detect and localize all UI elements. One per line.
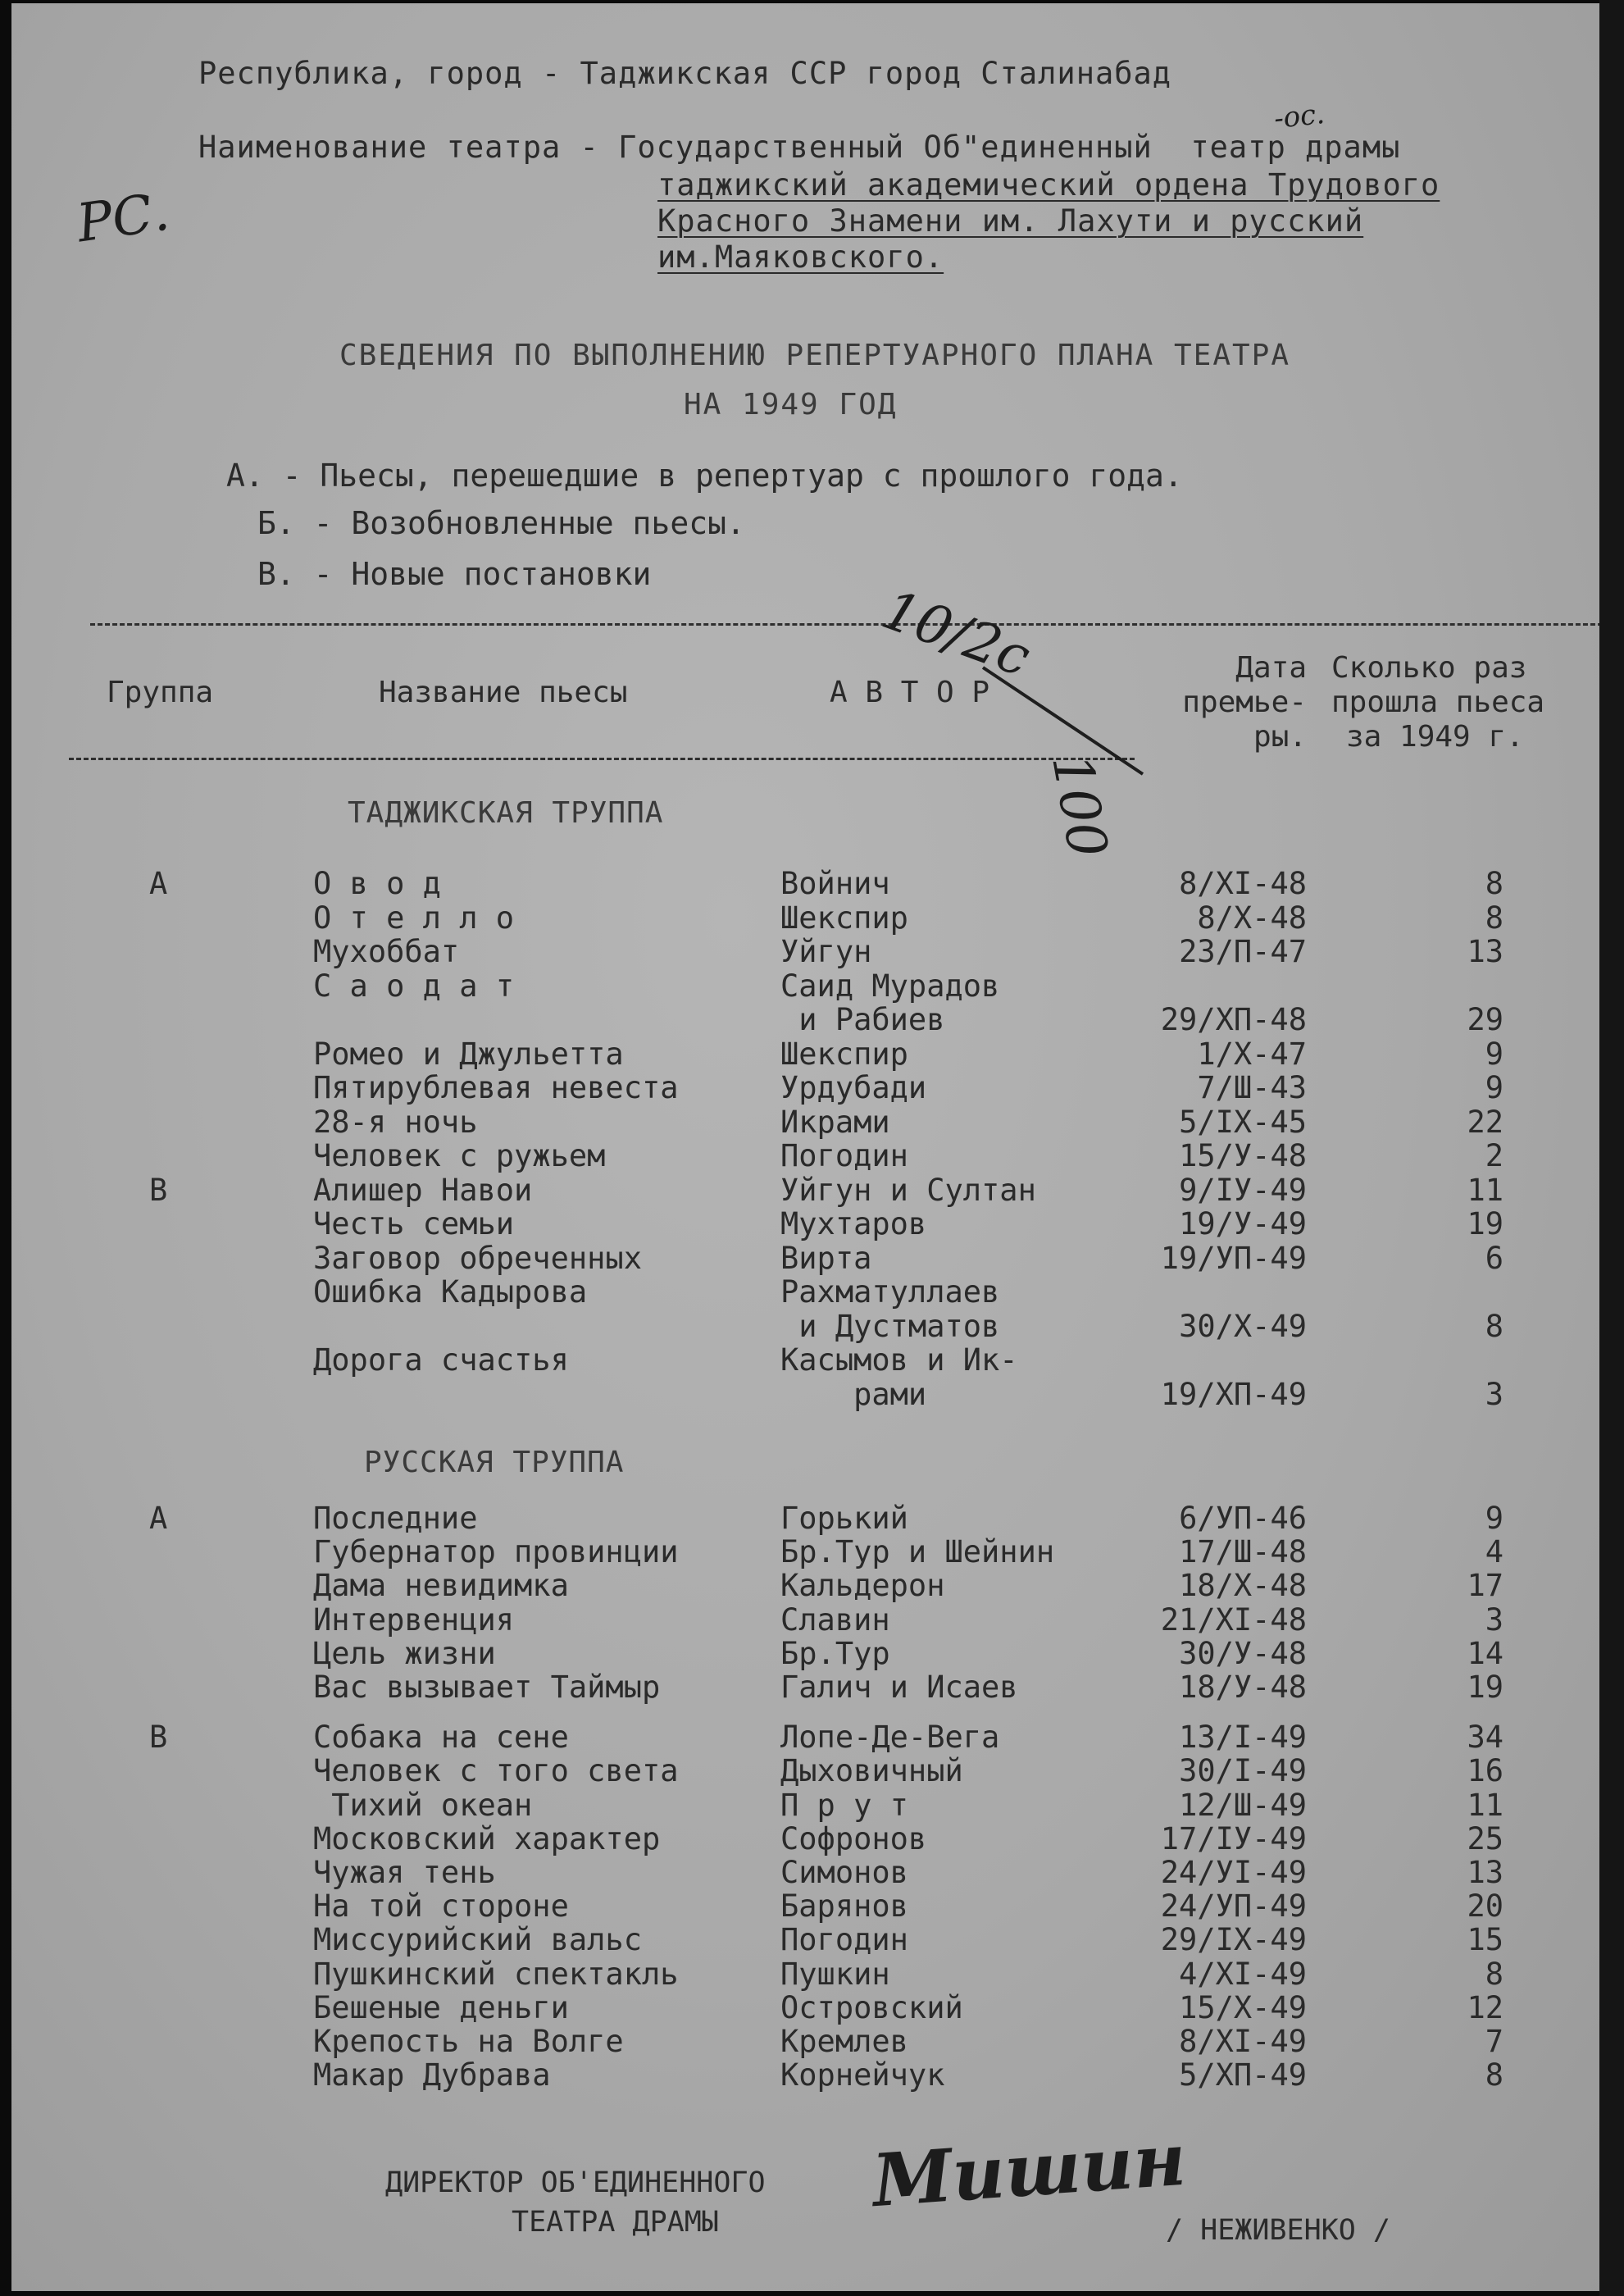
play-cell: Заговор обреченных bbox=[313, 1240, 642, 1276]
play-cell: Интервенция bbox=[313, 1601, 515, 1638]
table-row bbox=[11, 1890, 1610, 1923]
count-cell: 19 bbox=[1467, 1670, 1503, 1705]
group-cell: В bbox=[149, 1172, 168, 1208]
date-cell: 7/Ш-43 bbox=[1197, 1070, 1307, 1105]
author-cell: Шекспир bbox=[780, 1036, 908, 1072]
author-cell: Уйгун bbox=[780, 934, 872, 969]
author-cell: Горький bbox=[780, 1501, 908, 1536]
count-cell: 8 bbox=[1485, 1956, 1503, 1992]
author-cell: Корнейчук bbox=[780, 2057, 945, 2093]
margin-handwritten-note: РС. bbox=[73, 181, 173, 255]
table-row bbox=[11, 1242, 1610, 1275]
table-row bbox=[11, 2025, 1610, 2058]
column-header-count-1: Сколько раз bbox=[1331, 651, 1527, 685]
legend-item-a: А. - Пьесы, перешедшие в репертуар с прошлого года. bbox=[226, 458, 1183, 494]
header-line-theatre-2: таджикский академический ордена Трудового bbox=[657, 167, 1440, 203]
play-cell: На той стороне bbox=[313, 1888, 569, 1925]
count-cell: 13 bbox=[1467, 934, 1503, 969]
legend-item-b: Б. - Возобновленные пьесы. bbox=[257, 505, 745, 541]
play-cell: Миссурийский вальс bbox=[313, 1922, 642, 1958]
table-row bbox=[11, 1276, 1610, 1309]
date-cell: 19/ХП-49 bbox=[1160, 1376, 1307, 1412]
author-cell: Саид Мурадов bbox=[780, 968, 1000, 1004]
table-row bbox=[11, 1820, 1610, 1856]
count-cell: 22 bbox=[1467, 1104, 1503, 1140]
date-cell: 24/УП-49 bbox=[1160, 1888, 1307, 1925]
date-cell: 9/IУ-49 bbox=[1179, 1172, 1307, 1208]
date-cell: 15/X-49 bbox=[1179, 1989, 1307, 2025]
play-cell: Ошибка Кадырова bbox=[313, 1274, 588, 1310]
date-cell: 30/У-48 bbox=[1179, 1635, 1307, 1671]
play-cell: Мухоббат bbox=[313, 934, 460, 969]
date-cell: 8/XI-48 bbox=[1179, 866, 1307, 901]
play-cell: Дорога счастья bbox=[313, 1342, 569, 1378]
count-cell: 3 bbox=[1485, 1601, 1503, 1638]
count-cell: 3 bbox=[1485, 1376, 1503, 1412]
table-row bbox=[11, 1789, 1610, 1822]
play-cell: С а о д а т bbox=[313, 968, 515, 1004]
scan-edge bbox=[1599, 0, 1624, 2296]
count-cell: 14 bbox=[1467, 1635, 1503, 1671]
author-cell: Икрами bbox=[780, 1104, 890, 1140]
table-row bbox=[11, 1072, 1610, 1105]
table-row bbox=[11, 902, 1610, 935]
date-cell: 8/XI-49 bbox=[1179, 2024, 1307, 2059]
count-cell: 7 bbox=[1485, 2024, 1503, 2059]
play-cell: Чужая тень bbox=[313, 1855, 496, 1890]
group-cell: А bbox=[149, 1501, 168, 1536]
author-cell: Погодин bbox=[780, 1138, 908, 1173]
play-cell: Цель жизни bbox=[313, 1635, 496, 1671]
count-cell: 20 bbox=[1467, 1888, 1503, 1925]
play-cell: Честь семьи bbox=[313, 1206, 515, 1241]
section-heading-tajik: ТАДЖИКСКАЯ ТРУППА bbox=[348, 796, 664, 830]
author-cell: Пушкин bbox=[780, 1956, 890, 1992]
author-cell: Бр.Тур bbox=[780, 1635, 890, 1671]
table-row bbox=[11, 1601, 1610, 1638]
table-row bbox=[11, 1569, 1610, 1602]
date-cell: 8/X-48 bbox=[1197, 900, 1307, 936]
table-row bbox=[11, 1755, 1610, 1788]
author-cell: Кальдерон bbox=[780, 1568, 945, 1604]
author-cell: Погодин bbox=[780, 1922, 908, 1958]
author-cell: рами bbox=[780, 1376, 927, 1412]
count-cell: 11 bbox=[1467, 1172, 1503, 1208]
play-cell: Человек с ружьем bbox=[313, 1138, 606, 1173]
author-cell: Лопе-Де-Вега bbox=[780, 1720, 1000, 1756]
date-cell: 5/ХП-49 bbox=[1179, 2057, 1307, 2093]
count-cell: 16 bbox=[1467, 1753, 1503, 1789]
author-cell: Галич и Исаев bbox=[780, 1670, 1018, 1705]
table-row bbox=[11, 1924, 1610, 1957]
count-cell: 25 bbox=[1467, 1820, 1503, 1856]
count-cell: 34 bbox=[1467, 1720, 1503, 1756]
handwritten-stroke-icon bbox=[979, 659, 1159, 790]
author-cell: Симонов bbox=[780, 1855, 908, 1890]
count-cell: 8 bbox=[1485, 900, 1503, 936]
author-cell: и Дустматов bbox=[780, 1308, 1000, 1344]
author-cell: Софронов bbox=[780, 1820, 927, 1856]
play-cell: Алишер Навои bbox=[313, 1172, 533, 1208]
column-header-date-3: ры. bbox=[1253, 720, 1307, 754]
count-cell: 15 bbox=[1467, 1922, 1503, 1958]
play-cell: Человек с того света bbox=[313, 1753, 679, 1789]
handwritten-number: 10/2с bbox=[874, 577, 1039, 690]
column-header-count-2: прошла пьеса bbox=[1331, 686, 1545, 719]
footer-director-name: / НЕЖИВЕНКО / bbox=[1166, 2214, 1390, 2247]
count-cell: 9 bbox=[1485, 1070, 1503, 1105]
table-row bbox=[11, 1038, 1610, 1071]
date-cell: 24/УI-49 bbox=[1160, 1855, 1307, 1890]
section-heading-russian: РУССКАЯ ТРУППА bbox=[364, 1446, 625, 1479]
play-cell: О в о д bbox=[313, 866, 441, 901]
count-cell: 8 bbox=[1485, 1308, 1503, 1344]
count-cell: 4 bbox=[1485, 1534, 1503, 1570]
play-cell: Последние bbox=[313, 1501, 478, 1536]
footer-director-title: ДИРЕКТОР ОБ'ЕДИНЕННОГО bbox=[385, 2166, 766, 2199]
play-cell: Собака на сене bbox=[313, 1720, 569, 1756]
date-cell: 30/X-49 bbox=[1179, 1308, 1307, 1344]
author-cell: Барянов bbox=[780, 1888, 908, 1925]
table-row bbox=[11, 1671, 1610, 1704]
author-cell: Островский bbox=[780, 1989, 963, 2025]
footer-theatre-title: ТЕАТРА ДРАМЫ bbox=[512, 2206, 719, 2239]
date-cell: 29/IX-49 bbox=[1160, 1922, 1307, 1958]
table-row bbox=[11, 1208, 1610, 1241]
handwritten-above-theatre: -ос. bbox=[1272, 97, 1326, 136]
author-cell: Рахматуллаев bbox=[780, 1274, 1000, 1310]
play-cell: Пятирублевая невеста bbox=[313, 1070, 679, 1105]
play-cell: Крепость на Волге bbox=[313, 2024, 624, 2059]
play-cell: 28-я ночь bbox=[313, 1104, 478, 1140]
table-row bbox=[11, 1721, 1610, 1754]
author-cell: Шекспир bbox=[780, 900, 908, 936]
play-cell: Пушкинский спектакль bbox=[313, 1956, 679, 1992]
table-row bbox=[11, 1958, 1610, 1991]
play-cell: Бешеные деньги bbox=[313, 1989, 569, 2025]
author-cell: и Рабиев bbox=[780, 1002, 945, 1037]
author-cell: Уйгун и Султан bbox=[780, 1172, 1036, 1208]
date-cell: 6/УП-46 bbox=[1179, 1501, 1307, 1536]
header-line-theatre-4: им.Маяковского. bbox=[657, 239, 944, 275]
group-cell: В bbox=[149, 1720, 168, 1756]
table-row bbox=[11, 1140, 1610, 1173]
document-title: СВЕДЕНИЯ ПО ВЫПОЛНЕНИЮ РЕПЕРТУАРНОГО ПЛАНА ТЕАТРА bbox=[339, 339, 1291, 372]
table-row bbox=[11, 1502, 1610, 1535]
table-row bbox=[11, 1106, 1610, 1139]
author-cell: Славин bbox=[780, 1601, 890, 1638]
play-cell: Дама невидимка bbox=[313, 1568, 569, 1604]
author-cell: Мухтаров bbox=[780, 1206, 927, 1241]
table-header-rule bbox=[69, 758, 1135, 760]
count-cell: 9 bbox=[1485, 1036, 1503, 1072]
play-cell: Вас вызывает Таймыр bbox=[313, 1670, 661, 1705]
date-cell: 5/IX-45 bbox=[1179, 1104, 1307, 1140]
count-cell: 2 bbox=[1485, 1138, 1503, 1173]
header-line-theatre: Наименование театра - Государственный Об"единенный театр драмы bbox=[198, 130, 1401, 165]
date-cell: 13/I-49 bbox=[1179, 1720, 1307, 1756]
table-row bbox=[11, 1635, 1610, 1671]
table-row bbox=[11, 2059, 1610, 2092]
column-header-author: А В Т О Р bbox=[830, 676, 990, 709]
table-row bbox=[11, 1989, 1610, 2025]
document-sheet bbox=[11, 3, 1610, 2291]
table-row bbox=[11, 1174, 1610, 1207]
legend-item-v: В. - Новые постановки bbox=[257, 556, 652, 592]
count-cell: 6 bbox=[1485, 1240, 1503, 1276]
column-header-group: Группа bbox=[107, 676, 214, 709]
date-cell: 17/IУ-49 bbox=[1160, 1820, 1307, 1856]
table-row bbox=[11, 1004, 1610, 1036]
table-row bbox=[11, 1310, 1610, 1343]
table-row bbox=[11, 1856, 1610, 1889]
table-top-rule bbox=[90, 623, 1610, 626]
date-cell: 23/П-47 bbox=[1179, 934, 1307, 969]
table-row bbox=[11, 1536, 1610, 1569]
author-cell: Вирта bbox=[780, 1240, 872, 1276]
document-title-year: НА 1949 ГОД bbox=[684, 388, 898, 421]
date-cell: 12/Ш-49 bbox=[1179, 1787, 1307, 1823]
date-cell: 29/ХП-48 bbox=[1160, 1002, 1307, 1037]
count-cell: 29 bbox=[1467, 1002, 1503, 1037]
table-row bbox=[11, 1344, 1610, 1377]
table-row bbox=[11, 936, 1610, 968]
director-signature: Мишин bbox=[869, 2116, 1189, 2224]
play-cell: Московский характер bbox=[313, 1820, 661, 1856]
date-cell: 30/I-49 bbox=[1179, 1753, 1307, 1789]
table-row bbox=[11, 970, 1610, 1003]
count-cell: 12 bbox=[1467, 1989, 1503, 2025]
count-cell: 11 bbox=[1467, 1787, 1503, 1823]
handwritten-number-2: 100 bbox=[1039, 749, 1120, 863]
date-cell: 15/У-48 bbox=[1179, 1138, 1307, 1173]
author-cell: Дыховичный bbox=[780, 1753, 963, 1789]
date-cell: 18/X-48 bbox=[1179, 1568, 1307, 1604]
count-cell: 9 bbox=[1485, 1501, 1503, 1536]
play-cell: Тихий океан bbox=[313, 1787, 533, 1823]
date-cell: 17/Ш-48 bbox=[1179, 1534, 1307, 1570]
author-cell: Кремлев bbox=[780, 2024, 908, 2059]
count-cell: 8 bbox=[1485, 2057, 1503, 2093]
date-cell: 18/У-48 bbox=[1179, 1670, 1307, 1705]
play-cell: Ромео и Джульетта bbox=[313, 1036, 624, 1072]
header-line-theatre-3: Красного Знамени им. Лахути и русский bbox=[657, 203, 1364, 239]
table-row bbox=[11, 868, 1610, 900]
count-cell: 19 bbox=[1467, 1206, 1503, 1241]
count-cell: 17 bbox=[1467, 1568, 1503, 1604]
table-row bbox=[11, 1378, 1610, 1411]
author-cell: Войнич bbox=[780, 866, 890, 901]
date-cell: 4/XI-49 bbox=[1179, 1956, 1307, 1992]
count-cell: 8 bbox=[1485, 866, 1503, 901]
author-cell: П р у т bbox=[780, 1787, 908, 1823]
column-header-count-3: за 1949 г. bbox=[1346, 720, 1524, 754]
date-cell: 1/X-47 bbox=[1197, 1036, 1307, 1072]
header-line-republic: Республика, город - Таджикская ССР город Сталинабад bbox=[198, 56, 1172, 91]
author-cell: Касымов и Ик- bbox=[780, 1342, 1018, 1378]
play-cell: Макар Дубрава bbox=[313, 2057, 551, 2093]
date-cell: 19/У-49 bbox=[1179, 1206, 1307, 1241]
group-cell: А bbox=[149, 866, 168, 901]
date-cell: 19/УП-49 bbox=[1160, 1240, 1307, 1276]
column-header-play: Название пьесы bbox=[379, 676, 628, 709]
date-cell: 21/XI-48 bbox=[1160, 1601, 1307, 1638]
play-cell: О т е л л о bbox=[313, 900, 515, 936]
author-cell: Бр.Тур и Шейнин bbox=[780, 1534, 1055, 1570]
play-cell: Губернатор провинции bbox=[313, 1534, 679, 1570]
column-header-date-2: премье- bbox=[1182, 686, 1307, 719]
count-cell: 13 bbox=[1467, 1855, 1503, 1890]
author-cell: Урдубади bbox=[780, 1070, 927, 1105]
column-header-date-1: Дата bbox=[1235, 651, 1307, 685]
